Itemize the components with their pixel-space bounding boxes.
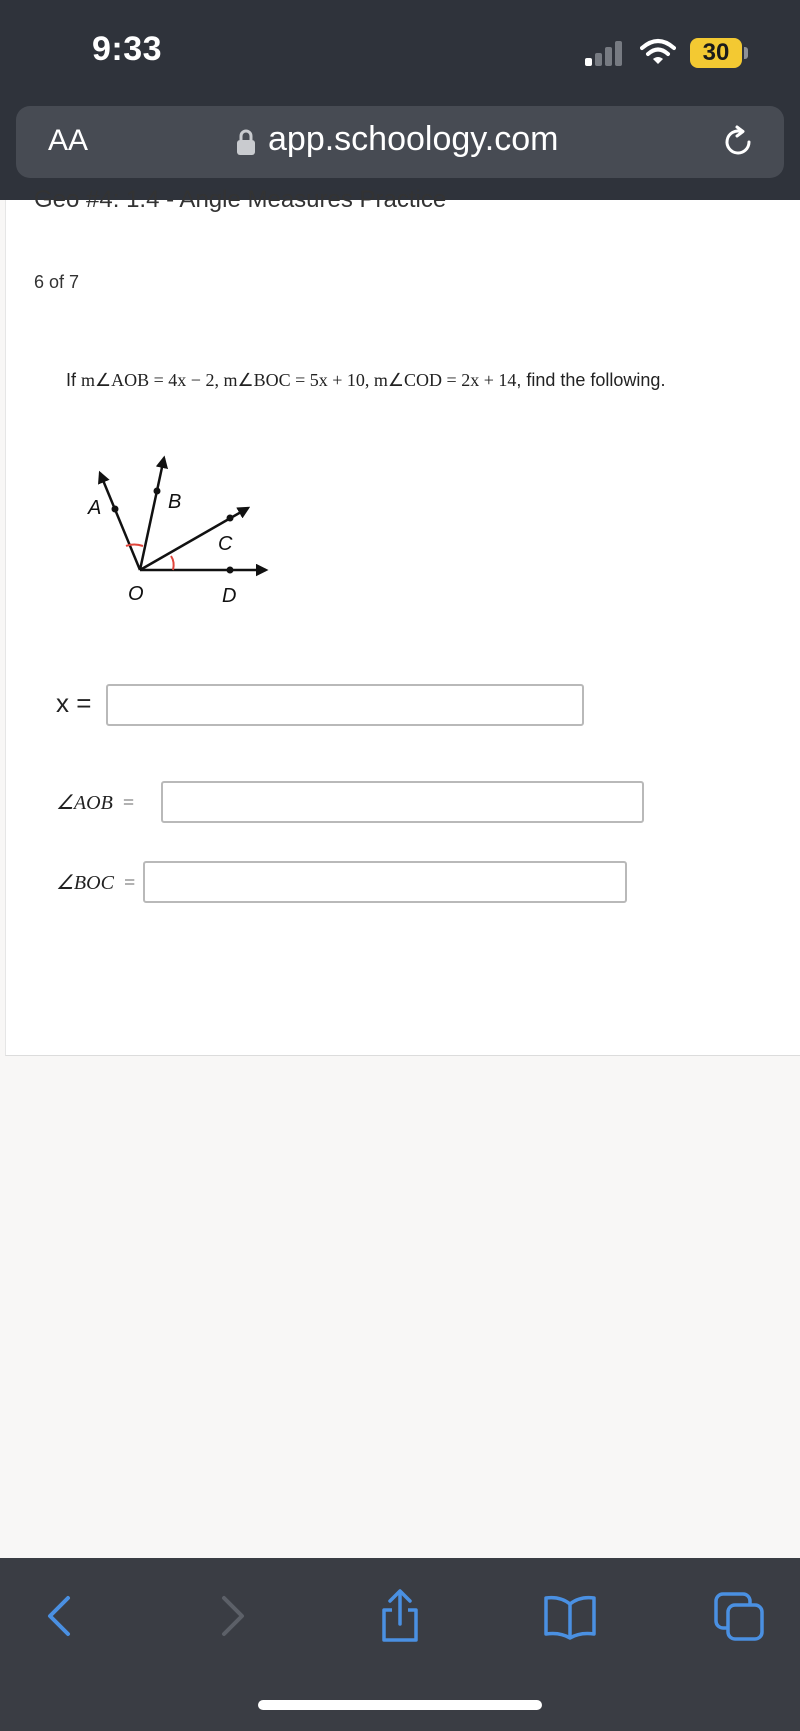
url-text[interactable]: app.schoology.com <box>268 120 559 158</box>
tabs-icon[interactable] <box>712 1588 768 1644</box>
forward-icon <box>204 1588 260 1644</box>
question-text <box>66 370 665 391</box>
angle-mark-cod <box>171 556 174 570</box>
answer-label-boc-text: ∠BOC <box>56 872 114 894</box>
point-a <box>112 506 119 513</box>
status-time: 9:33 <box>92 30 163 68</box>
bookmarks-icon[interactable] <box>542 1588 598 1644</box>
answer-label-aob-eq: = <box>122 792 135 814</box>
answer-input-aob[interactable] <box>161 781 644 823</box>
status-and-url-area <box>0 0 800 200</box>
answer-label-boc <box>56 870 135 895</box>
label-d: D <box>222 585 237 607</box>
label-o: O <box>128 583 144 605</box>
label-b: B <box>168 491 182 513</box>
url-bar[interactable] <box>16 106 784 178</box>
label-a: A <box>88 497 102 519</box>
answer-label-aob <box>56 790 134 815</box>
question-math: m∠AOB = 4x − 2, m∠BOC = 5x + 10, m∠COD = 2x + 14 <box>81 370 517 390</box>
page-title: Geo #4: 1.4 - Angle Measures Practice <box>34 186 447 213</box>
answer-label-x: x = <box>56 688 92 718</box>
cellular-signal-icon <box>585 40 625 66</box>
answer-input-x[interactable] <box>106 684 584 726</box>
point-d <box>227 567 234 574</box>
lock-icon <box>236 128 256 156</box>
answer-input-boc[interactable] <box>143 861 627 903</box>
back-icon[interactable] <box>32 1588 88 1644</box>
question-prefix: If <box>66 370 82 390</box>
assessment-card <box>5 186 800 1056</box>
label-c: C <box>218 533 233 555</box>
point-b <box>154 488 161 495</box>
angle-mark-aob <box>126 545 143 547</box>
battery-nub <box>744 47 748 59</box>
ray-oa <box>100 473 140 570</box>
question-counter: 6 of 7 <box>34 272 80 292</box>
reload-icon[interactable] <box>720 124 756 160</box>
battery-indicator: 30 <box>690 38 742 68</box>
home-indicator <box>258 1700 542 1710</box>
text-size-button[interactable]: AA <box>48 124 89 157</box>
question-suffix: , find the following. <box>516 370 666 390</box>
point-c <box>227 515 234 522</box>
angle-diagram <box>76 440 286 610</box>
answer-label-boc-eq: = <box>123 872 136 894</box>
share-icon[interactable] <box>372 1588 428 1644</box>
ray-ob <box>140 458 164 570</box>
wifi-icon <box>640 38 676 66</box>
answer-label-aob-text: ∠AOB <box>56 792 113 814</box>
